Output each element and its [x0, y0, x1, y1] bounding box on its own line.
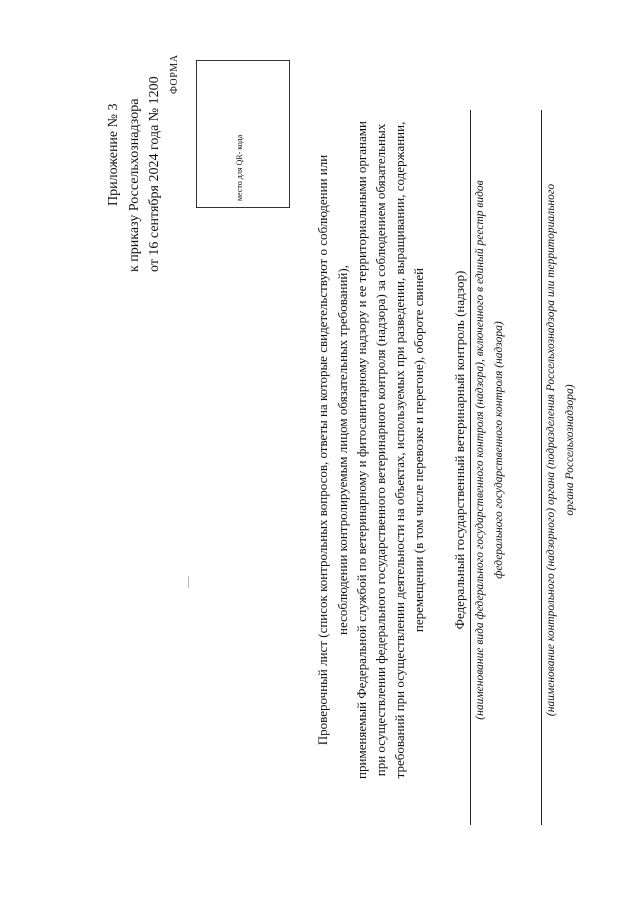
authority-underline	[541, 110, 542, 825]
control-type-underline	[470, 110, 471, 825]
qr-code-label: место для QR- кода	[235, 134, 244, 201]
control-type-value: Федеральный государственный ветеринарный контроль (надзор)	[452, 270, 467, 630]
title-line-5: требований при осуществлении деятельности на объектах, используемых при разведении, выращивании, содержании,	[392, 121, 407, 779]
control-type-caption-line-2: федерального государственного контроля (надзора)	[493, 321, 505, 579]
title-line-1: Проверочный лист (список контрольных вопросов, ответы на которые свидетельствуют о соблюдении или	[315, 154, 330, 746]
qr-code-placeholder	[196, 60, 290, 208]
title-line-2: несоблюдении контролируемым лицом обязательных требований),	[335, 265, 350, 635]
control-type-caption-line-1: (наименование вида федерального государственного контроля (надзора), включенного в единый реестр видов	[474, 180, 486, 720]
scan-artifact	[188, 576, 189, 588]
form-label: ФОРМА	[169, 54, 180, 94]
authority-caption-line-1: (наименование контрольного (надзорного) органа (подразделения Россельхознадзора или территориального	[545, 183, 557, 717]
appendix-date-line: от 16 сентября 2024 года № 1200	[147, 76, 162, 272]
appendix-number: Приложение № 3	[106, 103, 121, 206]
title-line-6: перемещении (в том числе перевозке и перегоне), обороте свиней	[411, 267, 426, 633]
title-line-3: применяемый Федеральной службой по ветеринарному и фитосанитарному надзору и ее территориальными органами	[354, 121, 369, 779]
authority-caption-line-2: органа Россельхознадзора)	[564, 384, 576, 516]
title-line-4: при осуществлении федерального государственного ветеринарного контроля (надзора) за соблюдением обязательных	[373, 123, 388, 777]
appendix-order-line: к приказу Россельхознадзора	[127, 98, 142, 272]
